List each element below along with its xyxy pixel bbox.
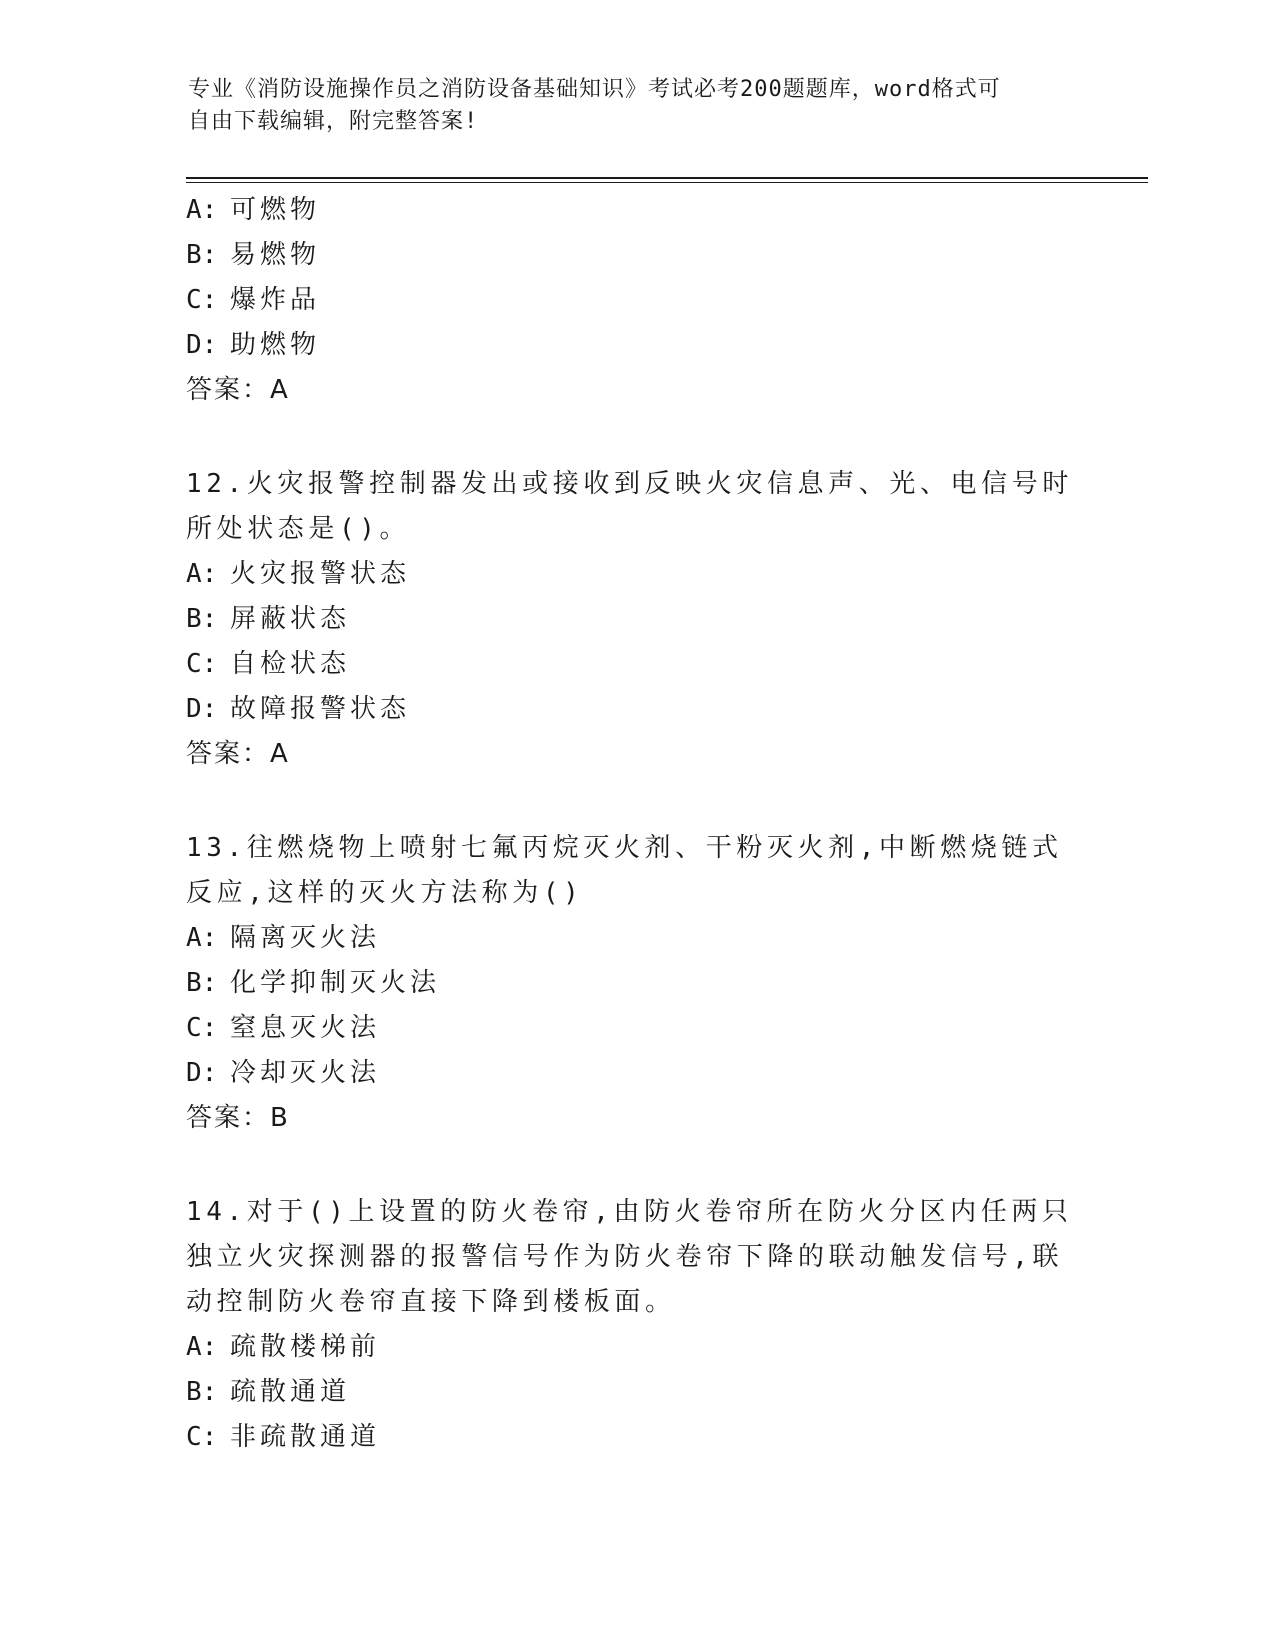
question-13 — [186, 826, 1086, 1141]
option-text: 爆炸品 — [230, 285, 321, 315]
option-b — [186, 597, 1086, 642]
question-14 — [186, 1190, 1086, 1460]
spacer — [186, 1141, 1086, 1190]
question-12 — [186, 462, 1086, 777]
option-letter: D: — [186, 1058, 218, 1088]
option-a — [186, 916, 1086, 961]
header-line-2: 自由下载编辑，附完整答案! — [188, 109, 479, 134]
option-text: 可燃物 — [230, 195, 321, 225]
option-b — [186, 233, 1086, 278]
option-text: 化学抑制灭火法 — [230, 968, 441, 998]
option-text: 自检状态 — [230, 649, 351, 679]
option-letter: C: — [186, 1422, 218, 1452]
spacer — [186, 777, 1086, 826]
option-letter: B: — [186, 604, 218, 634]
option-letter: B: — [186, 1377, 218, 1407]
option-text: 疏散通道 — [230, 1377, 351, 1407]
question-11 — [186, 188, 1086, 413]
option-text: 疏散楼梯前 — [230, 1332, 381, 1362]
option-text: 易燃物 — [230, 240, 321, 270]
option-letter: B: — [186, 968, 218, 998]
option-letter: B: — [186, 240, 218, 270]
option-b — [186, 1370, 1086, 1415]
answer: 答案：A — [186, 375, 290, 405]
option-letter: C: — [186, 649, 218, 679]
option-c — [186, 278, 1086, 323]
option-letter: D: — [186, 694, 218, 724]
option-letter: C: — [186, 285, 218, 315]
option-text: 助燃物 — [230, 330, 321, 360]
spacer — [186, 413, 1086, 462]
option-d — [186, 687, 1086, 732]
answer: 答案：B — [186, 1103, 290, 1133]
question-stem: 14.对于()上设置的防火卷帘,由防火卷帘所在防火分区内任两只独立火灾探测器的报警信号作为防火卷帘下降的联动触发信号,联动控制防火卷帘直接下降到楼板面。 — [186, 1197, 1073, 1317]
option-letter: A: — [186, 923, 218, 953]
option-a — [186, 552, 1086, 597]
option-text: 屏蔽状态 — [230, 604, 351, 634]
option-text: 冷却灭火法 — [230, 1058, 381, 1088]
option-text: 隔离灭火法 — [230, 923, 381, 953]
option-b — [186, 961, 1086, 1006]
option-text: 窒息灭火法 — [230, 1013, 381, 1043]
option-c — [186, 1006, 1086, 1051]
option-letter: A: — [186, 559, 218, 589]
answer: 答案：A — [186, 739, 290, 769]
header-divider-thick — [186, 177, 1148, 179]
option-a — [186, 1325, 1086, 1370]
option-letter: C: — [186, 1013, 218, 1043]
option-text: 故障报警状态 — [230, 694, 411, 724]
option-c — [186, 642, 1086, 687]
option-text: 非疏散通道 — [230, 1422, 381, 1452]
header-line-1: 专业《消防设施操作员之消防设备基础知识》考试必考200题题库，word格式可 — [188, 77, 1001, 102]
option-d — [186, 323, 1086, 368]
question-stem: 12.火灾报警控制器发出或接收到反映火灾信息声、光、电信号时所处状态是()。 — [186, 469, 1073, 544]
header-divider-thin — [186, 182, 1148, 183]
option-text: 火灾报警状态 — [230, 559, 411, 589]
option-letter: A: — [186, 195, 218, 225]
option-c — [186, 1415, 1086, 1460]
option-a — [186, 188, 1086, 233]
document-header — [188, 74, 1088, 138]
option-letter: D: — [186, 330, 218, 360]
option-d — [186, 1051, 1086, 1096]
question-stem: 13.往燃烧物上喷射七氟丙烷灭火剂、干粉灭火剂,中断燃烧链式反应,这样的灭火方法称为() — [186, 833, 1063, 908]
option-letter: A: — [186, 1332, 218, 1362]
question-list — [186, 188, 1086, 1460]
